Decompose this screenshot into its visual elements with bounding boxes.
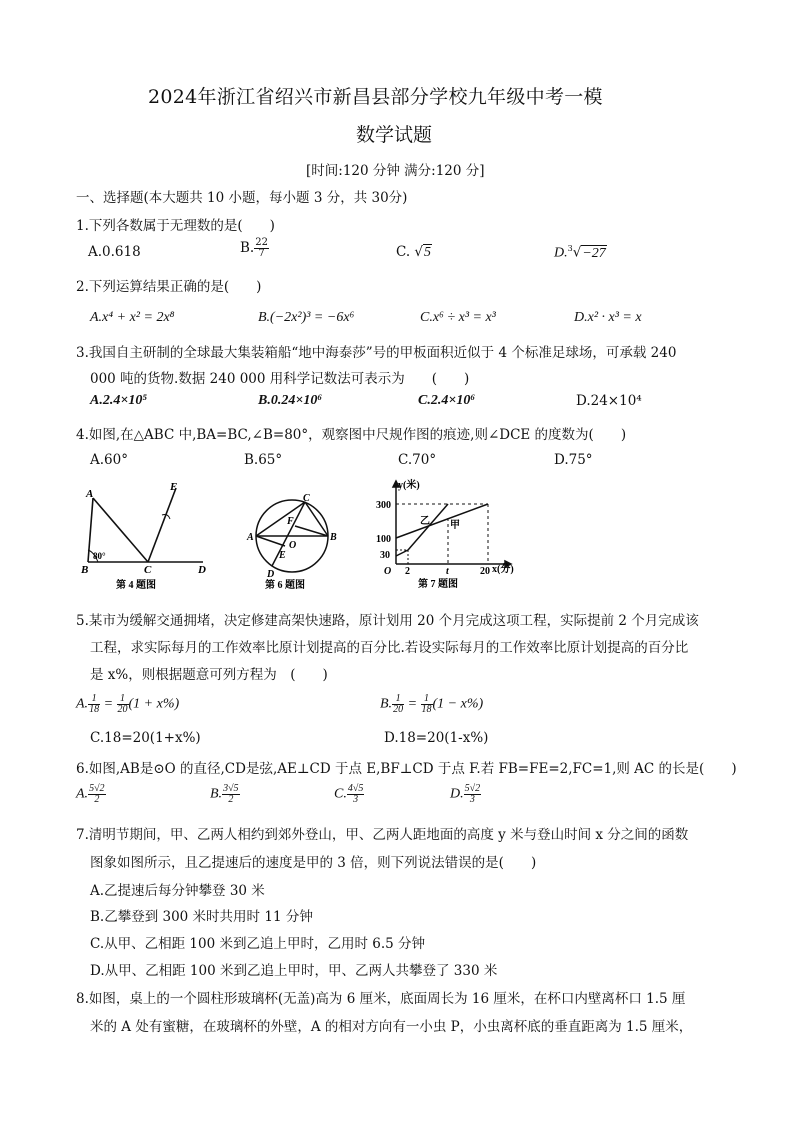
q4-option-c: C.70° (398, 452, 437, 468)
q5-option-c: C.18=20(1+x%) (90, 730, 201, 746)
q6-option-b: B. $\frac{3√5}{2}$ (210, 783, 239, 805)
q2-option-b: B.(−2x²)³ = −6x⁶ (258, 310, 355, 325)
section-heading: 一、选择题(本大题共 10 小题，每小题 3 分，共 30分) (76, 190, 408, 206)
fig6-label-b: B (330, 532, 337, 543)
q3-line1: 3.我国自主研制的全球最大集装箱船“地中海泰莎”号的甲板面积近似于 4 个标准足球场，可承载 240 (76, 345, 677, 361)
fig4-label-d: D (198, 564, 206, 576)
q1-option-a: A.0.618 (88, 244, 141, 260)
q7-line2: 图象如图所示，且乙提速后的速度是甲的 3 倍，则下列说法错误的是( ) (90, 855, 537, 871)
fig6-chord-cd (272, 502, 305, 566)
q5-line2: 工程，求实际每月的工作效率比原计划提高的百分比.若设实际每月的工作效率比原计划提高的百分比 (90, 640, 689, 656)
q7-option-a: A.乙提速后每分钟攀登 30 米 (90, 883, 265, 899)
fig7-yi-start (396, 550, 408, 556)
fig7-caption: 第 7 题图 (418, 579, 458, 590)
q6-option-c: C. $\frac{4√5}{3}$ (334, 783, 364, 805)
q4-stem: 4.如图,在△ABC 中,BA=BC,∠B=80°，观察图中尺规作图的痕迹,则∠DCE 的度数为( ) (76, 427, 627, 443)
q2-option-a: A.x⁴ + x² = 2x⁸ (90, 310, 175, 325)
fig4-label-a: A (86, 488, 94, 500)
fig7-jia-line (396, 504, 488, 538)
fig7-label-jia: 甲 (450, 520, 460, 531)
q6-option-a: A. $\frac{5√2}{2}$ (76, 783, 105, 805)
q8-line1: 8.如图，桌上的一个圆柱形玻璃杯(无盖)高为 6 厘米，底面周长为 16 厘米，在杯口内壁离杯口 1.5 厘 (76, 991, 686, 1007)
q3-option-c: C.2.4×10⁶ (418, 393, 476, 408)
fig6-segment-ae (256, 536, 285, 546)
fig6-label-a: A (247, 532, 254, 543)
q7-option-c: C.从甲、乙相距 100 米到乙追上甲时，乙用时 6.5 分钟 (90, 936, 426, 952)
figure-4 (78, 480, 218, 590)
q5-line3: 是 x%，则根据题意可列方程为 ( ) (90, 667, 328, 683)
fig7-tick-t: t (446, 566, 449, 577)
q8-line2: 米的 A 处有蜜糖，在玻璃杯的外壁，A 的相对方向有一小虫 P，小虫离杯底的垂直距离为 1.5 厘米， (90, 1019, 693, 1035)
fig7-tick-30: 30 (380, 550, 390, 561)
q1-option-c: C. √5 (396, 244, 432, 260)
fig4-label-b: B (81, 564, 89, 576)
q2-option-c: C.x⁶ ÷ x³ = x³ (420, 310, 496, 325)
fig6-label-e: E (279, 550, 286, 561)
q5-option-b: B. $\frac{1}{20}$ = $\frac{1}{18}$ (1 − x%) (380, 693, 484, 715)
fig4-label-e: E (170, 481, 178, 493)
fig7-yi-fast (408, 504, 448, 550)
q7-option-b: B.乙攀登到 300 米时共用时 11 分钟 (90, 909, 313, 925)
q4-option-b: B.65° (244, 452, 283, 468)
fig4-label-c: C (144, 564, 152, 576)
fig4-caption: 第 4 题图 (116, 580, 156, 590)
q5-option-d: D.18=20(1-x%) (384, 730, 489, 746)
fig7-tick-100: 100 (376, 534, 391, 545)
q3-line2: 000 吨的货物.数据 240 000 用科学记数法可表示为 ( ) (90, 371, 470, 387)
figure-6 (245, 484, 340, 590)
fig6-label-d: D (267, 569, 275, 580)
paper-subtitle: 数学试题 (356, 124, 433, 146)
exam-meta: [时间:120 分钟 满分:120 分] (306, 163, 485, 179)
fig4-ray-ce (148, 488, 176, 562)
fig6-label-c: C (303, 493, 310, 504)
fig7-y-label: y(米) (398, 480, 420, 491)
q6-stem: 6.如图,AB是⊙O 的直径,CD是弦,AE⊥CD 于点 E,BF⊥CD 于点 F.若 FB=FE=2,FC=1,则 AC 的长是( ) (76, 761, 737, 777)
fig7-label-yi: 乙 (420, 516, 430, 527)
fig6-caption: 第 6 题图 (265, 580, 305, 590)
q6-option-d: D. $\frac{5√2}{3}$ (450, 783, 481, 805)
q7-option-d: D.从甲、乙相距 100 米到乙追上甲时，甲、乙两人共攀登了 330 米 (90, 963, 498, 979)
q7-line1: 7.清明节期间，甲、乙两人相约到郊外登山，甲、乙两人距地面的高度 y 米与登山时间 x 分之间的函数 (76, 827, 689, 843)
q4-option-a: A.60° (90, 452, 128, 468)
fig6-label-f: F (287, 516, 294, 527)
fig6-label-o: O (289, 540, 297, 551)
q3-option-a: A.2.4×10⁵ (90, 393, 148, 408)
fig6-chord-ac (256, 502, 305, 536)
q4-option-d: D.75° (554, 452, 593, 468)
fig7-tick-2: 2 (405, 566, 410, 577)
q5-option-a: A. $\frac{1}{18}$ = $\frac{1}{20}$ (1 + x%) (76, 693, 180, 715)
q5-line1: 5.某市为缓解交通拥堵，决定修建高架快速路，原计划用 20 个月完成这项工程，实际提前 2 个月完成该 (76, 613, 699, 629)
fig7-tick-300: 300 (376, 500, 391, 511)
figure-7 (368, 478, 528, 590)
q1-option-b: B. $\frac{22}{7}$ (240, 237, 268, 259)
paper-title: 2024年浙江省绍兴市新昌县部分学校九年级中考一模 (148, 86, 603, 108)
fig7-x-label: x(分) (492, 564, 514, 575)
q1-option-d: D.$^3$√−27 (554, 244, 606, 261)
fig4-label-angle: 80° (93, 551, 106, 561)
q3-option-d: D.24×10⁴ (576, 393, 642, 409)
q2-option-d: D.x² · x³ = x (574, 310, 642, 325)
fig7-origin: O (384, 566, 392, 577)
fig7-tick-20: 20 (480, 566, 490, 577)
q2-stem: 2.下列运算结果正确的是( ) (76, 279, 262, 295)
q1-stem: 1.下列各数属于无理数的是( ) (76, 218, 275, 234)
q3-option-b: B.0.24×10⁶ (258, 393, 323, 408)
